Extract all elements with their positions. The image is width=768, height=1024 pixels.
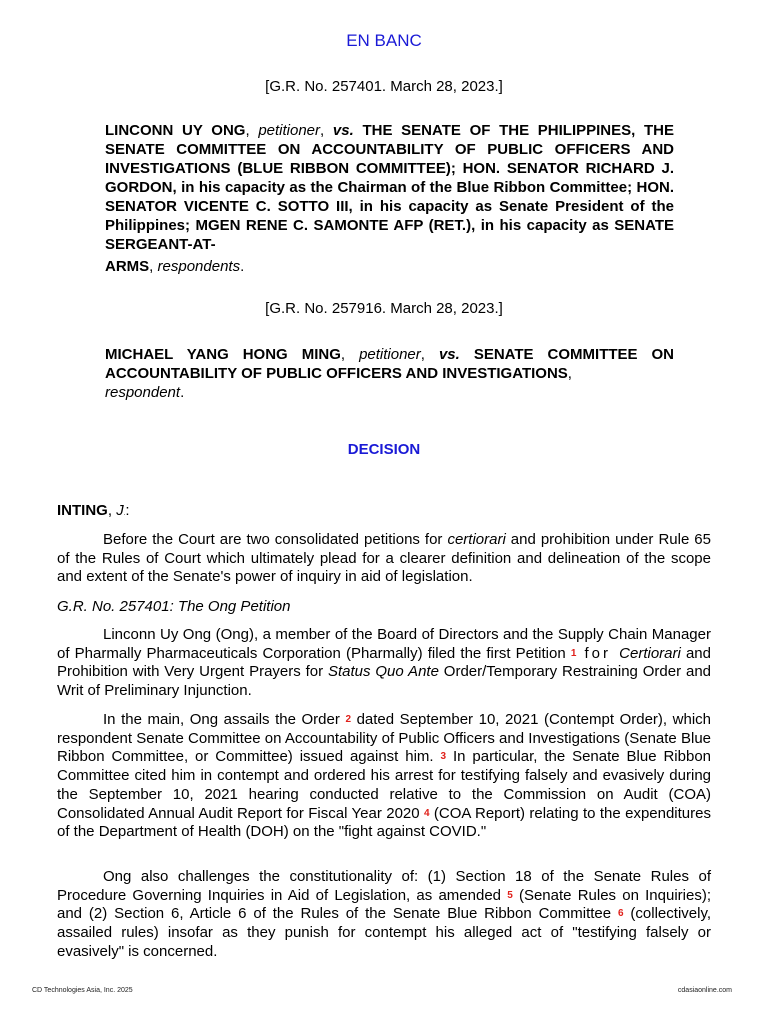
para4-text-c: (collectively, assailed rules) insofar as they punish for contempt his alleged act of "testifying falsely or evasively" is concerned. [57, 905, 711, 960]
para1-text-a: Before the Court are two consolidated petitions for [103, 531, 448, 548]
para3-text-c: In particular, the Senate Blue Ribbon Committee cited him in contempt and ordered his arrest for testifying falsely and evasively during the September 10, 2021 hearing conducted relative to the Commission on Audit (COA) Consolidated Annual Audit Report for Fiscal Year 2020 [57, 748, 712, 822]
para3-text-d: (COA Report) relating to the expenditures of the Department of Health (DOH) on the "fight against COVID." [57, 804, 711, 841]
case2-petitioner: MICHAEL YANG HONG MING [105, 346, 341, 363]
case1-respondents-last: ARMS [105, 258, 150, 275]
subheading-ong-petition: G.R. No. 257401: The Ong Petition [57, 598, 291, 615]
ponente-name: INTING [57, 502, 108, 519]
case1-petitioner: LINCONN UY ONG [105, 122, 246, 139]
paragraph-4 [57, 868, 711, 962]
case1-petitioner-role: petitioner [258, 122, 321, 139]
court-division-heading: EN BANC [346, 31, 422, 50]
para3-text-b: dated September 10, 2021 (Contempt Order), which respondent Senate Committee on Accountability of Public Officers and Investigations (Senate Blue Ribbon Committee, or Committee) issued against him. [57, 711, 711, 766]
para1-certiorari: certiorari [447, 531, 506, 548]
para4-text-a: Ong also challenges the constitutionality of: (1) Section 18 of the Senate Rules of Procedure Governing Inquiries in Aid of Legislation, as amended [57, 868, 711, 904]
case1-respondents: THE SENATE OF THE PHILIPPINES, THE SENATE COMMITTEE ON ACCOUNTABILITY OF PUBLIC OFFICERS AND INVESTIGATIONS (BLUE RIBBON COMMITTEE); HON. SENATOR RICHARD J. GORDON, in his capacity as the Chairman of the Blue Ribbon Committee; HON. SENATOR VICENTE C. SOTTO III, in his capacity as Senate President of the Philippines; MGEN RENE C. SAMONTE AFP (RET.), in his capacity as SENATE SERGEANT-AT- [105, 122, 674, 253]
footnote-2-link[interactable]: 2 [345, 714, 351, 725]
case2-petitioner-role: petitioner [359, 346, 421, 363]
footer-copyright: CD Technologies Asia, Inc. 2025 [32, 987, 133, 994]
para2-status-quo: Status Quo Ante [328, 663, 439, 681]
case2-gr-number: [G.R. No. 257916. March 28, 2023.] [265, 300, 503, 317]
case2-vs: vs. [438, 346, 460, 363]
para3-text-a: In the main, Ong assails the Order [103, 711, 346, 728]
paragraph-1 [57, 531, 711, 587]
para2-text-b: for [576, 644, 620, 662]
ponente-title: J [116, 502, 124, 519]
case1-gr-number: [G.R. No. 257401. March 28, 2023.] [265, 78, 503, 95]
para2-text-a: Linconn Uy Ong (Ong), a member of the Board of Directors and the Supply Chain Manager of Pharmally Pharmaceuticals Corporation (Pharmally) filed the first Petition [57, 626, 711, 662]
footnote-5-link[interactable]: 5 [507, 889, 513, 901]
footnote-4-link[interactable]: 4 [423, 807, 430, 819]
case2-caption: MICHAEL YANG HONG MING, petitioner, vs. SENATE COMMITTEE ON ACCOUNTABILITY OF PUBLIC OFFICERS AND INVESTIGATIONS, respondent. [105, 346, 675, 401]
ponente: INTING, J.: [57, 502, 130, 519]
footer-site-link[interactable]: cdasiaonline.com [677, 987, 732, 994]
para2-text-d: and Prohibition with Very Urgent Prayers for [57, 644, 711, 681]
footnote-3-link[interactable]: 3 [440, 751, 447, 763]
case1-vs: vs. [332, 122, 354, 139]
paragraph-2 [57, 626, 711, 701]
footnote-6-link[interactable]: 6 [617, 908, 624, 920]
para2-certiorari: Certiorari [619, 644, 681, 662]
para1-text-c: and prohibition under Rule 65 of the Rules of Court which ultimately plead for a clearer definition and delineation of the scope and extent of the Senate's power of inquiry in aid of legislation. [57, 531, 711, 586]
case2-respondent-role: respondent [105, 384, 181, 401]
case2-respondents: SENATE COMMITTEE ON ACCOUNTABILITY OF PUBLIC OFFICERS AND INVESTIGATIONS [105, 346, 675, 382]
paragraph-3 [57, 711, 711, 842]
para4-text-b: (Senate Rules on Inquiries); and (2) Section 6, Article 6 of the Rules of the Senate Blue Ribbon Committee [57, 886, 711, 923]
decision-heading: DECISION [347, 441, 421, 458]
case1-caption: LINCONN UY ONG, petitioner, vs. THE SENATE OF THE PHILIPPINES, THE SENATE COMMITTEE ON ACCOUNTABILITY OF PUBLIC OFFICERS AND INVESTIGATIONS (BLUE RIBBON COMMITTEE); HON. SENATOR RICHARD J. GORDON, in his capacity as the Chairman of the Blue Ribbon Committee; HON. SENATOR VICENTE C. SOTTO III, in his capacity as Senate President of the Philippines; MGEN RENE C. SAMONTE AFP (RET.), in his capacity as SENATE SERGEANT-AT- ARMS, respondents. [105, 122, 674, 275]
para2-text-f: Order/Temporary Restraining Order and Writ of Preliminary Injunction. [57, 663, 712, 700]
footnote-1-link[interactable]: 1 [570, 647, 577, 659]
case1-respondent-role: respondents [157, 258, 241, 275]
